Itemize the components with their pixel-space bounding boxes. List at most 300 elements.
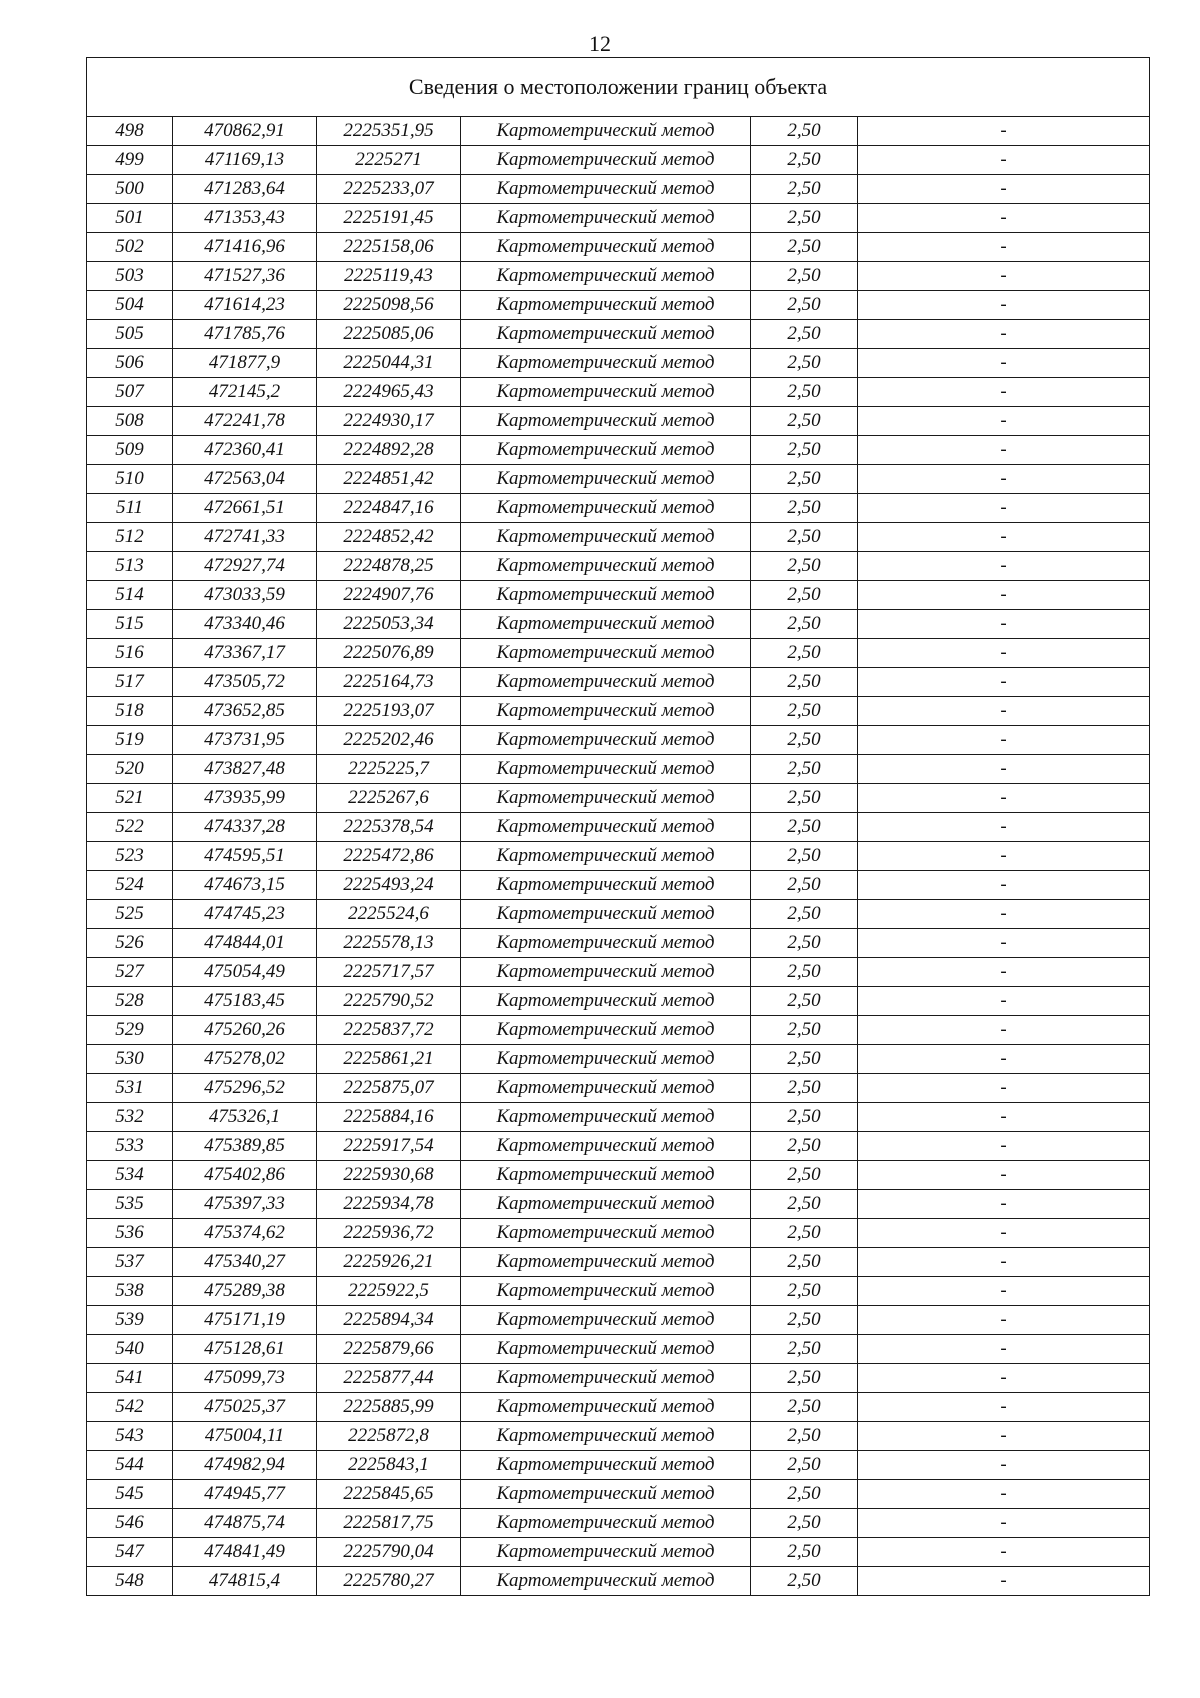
table-row — [87, 900, 1150, 929]
y-coordinate-cell: 2225780,27 — [317, 1567, 461, 1596]
y-coordinate-cell: 2225875,07 — [317, 1074, 461, 1103]
method-cell: Картометрический метод — [461, 813, 751, 842]
description-cell: - — [858, 262, 1150, 291]
description-cell: - — [858, 639, 1150, 668]
y-coordinate-cell: 2225098,56 — [317, 291, 461, 320]
precision-cell: 2,50 — [751, 146, 858, 175]
x-coordinate-cell: 475171,19 — [173, 1306, 317, 1335]
table-row — [87, 581, 1150, 610]
y-coordinate-cell: 2225202,46 — [317, 726, 461, 755]
point-number-cell: 512 — [87, 523, 173, 552]
description-cell: - — [858, 755, 1150, 784]
table-row — [87, 813, 1150, 842]
page-number: 12 — [589, 31, 611, 56]
x-coordinate-cell: 474875,74 — [173, 1509, 317, 1538]
table-row — [87, 1103, 1150, 1132]
point-number-cell: 546 — [87, 1509, 173, 1538]
point-number-cell: 509 — [87, 436, 173, 465]
precision-cell: 2,50 — [751, 1219, 858, 1248]
x-coordinate-cell: 475025,37 — [173, 1393, 317, 1422]
description-cell: - — [858, 1451, 1150, 1480]
precision-cell: 2,50 — [751, 610, 858, 639]
table-title: Сведения о местоположении границ объекта — [87, 58, 1150, 117]
description-cell: - — [858, 1045, 1150, 1074]
table-body — [87, 117, 1150, 1596]
method-cell: Картометрический метод — [461, 1538, 751, 1567]
y-coordinate-cell: 2224851,42 — [317, 465, 461, 494]
point-number-cell: 519 — [87, 726, 173, 755]
point-number-cell: 537 — [87, 1248, 173, 1277]
description-cell: - — [858, 668, 1150, 697]
table-row — [87, 784, 1150, 813]
method-cell: Картометрический метод — [461, 1074, 751, 1103]
table-row — [87, 1190, 1150, 1219]
x-coordinate-cell: 472927,74 — [173, 552, 317, 581]
table-row — [87, 407, 1150, 436]
description-cell: - — [858, 1509, 1150, 1538]
y-coordinate-cell: 2225717,57 — [317, 958, 461, 987]
table-row — [87, 1567, 1150, 1596]
y-coordinate-cell: 2225790,04 — [317, 1538, 461, 1567]
table-row — [87, 1248, 1150, 1277]
point-number-cell: 523 — [87, 842, 173, 871]
point-number-cell: 514 — [87, 581, 173, 610]
precision-cell: 2,50 — [751, 929, 858, 958]
point-number-cell: 538 — [87, 1277, 173, 1306]
description-cell: - — [858, 494, 1150, 523]
point-number-cell: 507 — [87, 378, 173, 407]
description-cell: - — [858, 726, 1150, 755]
x-coordinate-cell: 471527,36 — [173, 262, 317, 291]
description-cell: - — [858, 552, 1150, 581]
x-coordinate-cell: 475128,61 — [173, 1335, 317, 1364]
point-number-cell: 542 — [87, 1393, 173, 1422]
table-row — [87, 929, 1150, 958]
method-cell: Картометрический метод — [461, 1103, 751, 1132]
precision-cell: 2,50 — [751, 320, 858, 349]
point-number-cell: 498 — [87, 117, 173, 146]
description-cell: - — [858, 407, 1150, 436]
point-number-cell: 540 — [87, 1335, 173, 1364]
y-coordinate-cell: 2225845,65 — [317, 1480, 461, 1509]
description-cell: - — [858, 1074, 1150, 1103]
method-cell: Картометрический метод — [461, 1219, 751, 1248]
method-cell: Картометрический метод — [461, 871, 751, 900]
table-row — [87, 233, 1150, 262]
method-cell: Картометрический метод — [461, 407, 751, 436]
point-number-cell: 504 — [87, 291, 173, 320]
x-coordinate-cell: 475389,85 — [173, 1132, 317, 1161]
point-number-cell: 536 — [87, 1219, 173, 1248]
description-cell: - — [858, 146, 1150, 175]
x-coordinate-cell: 474945,77 — [173, 1480, 317, 1509]
point-number-cell: 544 — [87, 1451, 173, 1480]
precision-cell: 2,50 — [751, 1016, 858, 1045]
x-coordinate-cell: 472241,78 — [173, 407, 317, 436]
description-cell: - — [858, 378, 1150, 407]
table-row — [87, 726, 1150, 755]
y-coordinate-cell: 2225877,44 — [317, 1364, 461, 1393]
method-cell: Картометрический метод — [461, 262, 751, 291]
table-row — [87, 349, 1150, 378]
y-coordinate-cell: 2224965,43 — [317, 378, 461, 407]
y-coordinate-cell: 2225158,06 — [317, 233, 461, 262]
description-cell: - — [858, 291, 1150, 320]
precision-cell: 2,50 — [751, 465, 858, 494]
x-coordinate-cell: 471785,76 — [173, 320, 317, 349]
point-number-cell: 511 — [87, 494, 173, 523]
precision-cell: 2,50 — [751, 175, 858, 204]
x-coordinate-cell: 473340,46 — [173, 610, 317, 639]
x-coordinate-cell: 472661,51 — [173, 494, 317, 523]
table-row — [87, 1045, 1150, 1074]
table-row — [87, 378, 1150, 407]
x-coordinate-cell: 474815,4 — [173, 1567, 317, 1596]
x-coordinate-cell: 470862,91 — [173, 117, 317, 146]
y-coordinate-cell: 2225524,6 — [317, 900, 461, 929]
table-row — [87, 291, 1150, 320]
point-number-cell: 503 — [87, 262, 173, 291]
point-number-cell: 548 — [87, 1567, 173, 1596]
table-row — [87, 1277, 1150, 1306]
method-cell: Картометрический метод — [461, 1190, 751, 1219]
precision-cell: 2,50 — [751, 233, 858, 262]
point-number-cell: 526 — [87, 929, 173, 958]
precision-cell: 2,50 — [751, 407, 858, 436]
precision-cell: 2,50 — [751, 1567, 858, 1596]
table-row — [87, 1538, 1150, 1567]
x-coordinate-cell: 471353,43 — [173, 204, 317, 233]
method-cell: Картометрический метод — [461, 1567, 751, 1596]
table-row — [87, 1219, 1150, 1248]
precision-cell: 2,50 — [751, 639, 858, 668]
table-row — [87, 639, 1150, 668]
x-coordinate-cell: 475374,62 — [173, 1219, 317, 1248]
point-number-cell: 520 — [87, 755, 173, 784]
point-number-cell: 531 — [87, 1074, 173, 1103]
description-cell: - — [858, 581, 1150, 610]
precision-cell: 2,50 — [751, 987, 858, 1016]
y-coordinate-cell: 2224852,42 — [317, 523, 461, 552]
table-row — [87, 1306, 1150, 1335]
x-coordinate-cell: 474841,49 — [173, 1538, 317, 1567]
method-cell: Картометрический метод — [461, 1016, 751, 1045]
point-number-cell: 499 — [87, 146, 173, 175]
point-number-cell: 545 — [87, 1480, 173, 1509]
precision-cell: 2,50 — [751, 349, 858, 378]
method-cell: Картометрический метод — [461, 349, 751, 378]
description-cell: - — [858, 1538, 1150, 1567]
x-coordinate-cell: 474745,23 — [173, 900, 317, 929]
x-coordinate-cell: 475260,26 — [173, 1016, 317, 1045]
y-coordinate-cell: 2225843,1 — [317, 1451, 461, 1480]
method-cell: Картометрический метод — [461, 842, 751, 871]
method-cell: Картометрический метод — [461, 668, 751, 697]
method-cell: Картометрический метод — [461, 523, 751, 552]
x-coordinate-cell: 473033,59 — [173, 581, 317, 610]
y-coordinate-cell: 2225271 — [317, 146, 461, 175]
method-cell: Картометрический метод — [461, 117, 751, 146]
precision-cell: 2,50 — [751, 436, 858, 465]
y-coordinate-cell: 2224892,28 — [317, 436, 461, 465]
precision-cell: 2,50 — [751, 813, 858, 842]
x-coordinate-cell: 472563,04 — [173, 465, 317, 494]
method-cell: Картометрический метод — [461, 552, 751, 581]
point-number-cell: 502 — [87, 233, 173, 262]
precision-cell: 2,50 — [751, 958, 858, 987]
table-row — [87, 958, 1150, 987]
point-number-cell: 524 — [87, 871, 173, 900]
x-coordinate-cell: 473935,99 — [173, 784, 317, 813]
table-row — [87, 1161, 1150, 1190]
description-cell: - — [858, 1103, 1150, 1132]
x-coordinate-cell: 474337,28 — [173, 813, 317, 842]
x-coordinate-cell: 471416,96 — [173, 233, 317, 262]
table-row — [87, 436, 1150, 465]
method-cell: Картометрический метод — [461, 1132, 751, 1161]
y-coordinate-cell: 2224878,25 — [317, 552, 461, 581]
y-coordinate-cell: 2225934,78 — [317, 1190, 461, 1219]
description-cell: - — [858, 204, 1150, 233]
x-coordinate-cell: 473827,48 — [173, 755, 317, 784]
x-coordinate-cell: 471877,9 — [173, 349, 317, 378]
point-number-cell: 508 — [87, 407, 173, 436]
precision-cell: 2,50 — [751, 1306, 858, 1335]
y-coordinate-cell: 2225164,73 — [317, 668, 461, 697]
x-coordinate-cell: 473505,72 — [173, 668, 317, 697]
description-cell: - — [858, 1306, 1150, 1335]
x-coordinate-cell: 474673,15 — [173, 871, 317, 900]
y-coordinate-cell: 2224930,17 — [317, 407, 461, 436]
method-cell: Картометрический метод — [461, 987, 751, 1016]
precision-cell: 2,50 — [751, 1190, 858, 1219]
boundary-coordinates-table — [86, 57, 1150, 1596]
table-row — [87, 668, 1150, 697]
description-cell: - — [858, 523, 1150, 552]
method-cell: Картометрический метод — [461, 1451, 751, 1480]
y-coordinate-cell: 2225861,21 — [317, 1045, 461, 1074]
method-cell: Картометрический метод — [461, 378, 751, 407]
table-row — [87, 842, 1150, 871]
method-cell: Картометрический метод — [461, 1161, 751, 1190]
precision-cell: 2,50 — [751, 1074, 858, 1103]
description-cell: - — [858, 1248, 1150, 1277]
description-cell: - — [858, 1277, 1150, 1306]
x-coordinate-cell: 474982,94 — [173, 1451, 317, 1480]
precision-cell: 2,50 — [751, 900, 858, 929]
y-coordinate-cell: 2225493,24 — [317, 871, 461, 900]
point-number-cell: 541 — [87, 1364, 173, 1393]
x-coordinate-cell: 471614,23 — [173, 291, 317, 320]
table-row — [87, 1074, 1150, 1103]
description-cell: - — [858, 320, 1150, 349]
method-cell: Картометрический метод — [461, 784, 751, 813]
precision-cell: 2,50 — [751, 1393, 858, 1422]
point-number-cell: 535 — [87, 1190, 173, 1219]
method-cell: Картометрический метод — [461, 900, 751, 929]
x-coordinate-cell: 472145,2 — [173, 378, 317, 407]
precision-cell: 2,50 — [751, 581, 858, 610]
table-row — [87, 871, 1150, 900]
x-coordinate-cell: 475278,02 — [173, 1045, 317, 1074]
table-row — [87, 320, 1150, 349]
y-coordinate-cell: 2225085,06 — [317, 320, 461, 349]
description-cell: - — [858, 842, 1150, 871]
point-number-cell: 517 — [87, 668, 173, 697]
description-cell: - — [858, 929, 1150, 958]
y-coordinate-cell: 2225872,8 — [317, 1422, 461, 1451]
point-number-cell: 518 — [87, 697, 173, 726]
description-cell: - — [858, 958, 1150, 987]
y-coordinate-cell: 2225053,34 — [317, 610, 461, 639]
table-row — [87, 552, 1150, 581]
y-coordinate-cell: 2225917,54 — [317, 1132, 461, 1161]
precision-cell: 2,50 — [751, 784, 858, 813]
y-coordinate-cell: 2225191,45 — [317, 204, 461, 233]
description-cell: - — [858, 784, 1150, 813]
description-cell: - — [858, 1219, 1150, 1248]
precision-cell: 2,50 — [751, 842, 858, 871]
y-coordinate-cell: 2225926,21 — [317, 1248, 461, 1277]
point-number-cell: 527 — [87, 958, 173, 987]
y-coordinate-cell: 2225472,86 — [317, 842, 461, 871]
method-cell: Картометрический метод — [461, 1509, 751, 1538]
x-coordinate-cell: 475289,38 — [173, 1277, 317, 1306]
table-row — [87, 1480, 1150, 1509]
x-coordinate-cell: 473731,95 — [173, 726, 317, 755]
y-coordinate-cell: 2225267,6 — [317, 784, 461, 813]
description-cell: - — [858, 871, 1150, 900]
precision-cell: 2,50 — [751, 1538, 858, 1567]
method-cell: Картометрический метод — [461, 929, 751, 958]
x-coordinate-cell: 475340,27 — [173, 1248, 317, 1277]
y-coordinate-cell: 2225894,34 — [317, 1306, 461, 1335]
method-cell: Картометрический метод — [461, 639, 751, 668]
y-coordinate-cell: 2225076,89 — [317, 639, 461, 668]
x-coordinate-cell: 475004,11 — [173, 1422, 317, 1451]
y-coordinate-cell: 2225378,54 — [317, 813, 461, 842]
precision-cell: 2,50 — [751, 117, 858, 146]
point-number-cell: 506 — [87, 349, 173, 378]
description-cell: - — [858, 1016, 1150, 1045]
y-coordinate-cell: 2225351,95 — [317, 117, 461, 146]
y-coordinate-cell: 2225225,7 — [317, 755, 461, 784]
precision-cell: 2,50 — [751, 668, 858, 697]
table-row — [87, 1422, 1150, 1451]
precision-cell: 2,50 — [751, 1161, 858, 1190]
point-number-cell: 532 — [87, 1103, 173, 1132]
x-coordinate-cell: 475054,49 — [173, 958, 317, 987]
precision-cell: 2,50 — [751, 552, 858, 581]
description-cell: - — [858, 117, 1150, 146]
description-cell: - — [858, 697, 1150, 726]
table-title-row — [87, 58, 1150, 117]
precision-cell: 2,50 — [751, 1422, 858, 1451]
description-cell: - — [858, 987, 1150, 1016]
method-cell: Картометрический метод — [461, 581, 751, 610]
point-number-cell: 522 — [87, 813, 173, 842]
precision-cell: 2,50 — [751, 1509, 858, 1538]
point-number-cell: 521 — [87, 784, 173, 813]
precision-cell: 2,50 — [751, 523, 858, 552]
point-number-cell: 513 — [87, 552, 173, 581]
table-row — [87, 1016, 1150, 1045]
precision-cell: 2,50 — [751, 1277, 858, 1306]
table-row — [87, 465, 1150, 494]
description-cell: - — [858, 1480, 1150, 1509]
y-coordinate-cell: 2225884,16 — [317, 1103, 461, 1132]
point-number-cell: 510 — [87, 465, 173, 494]
precision-cell: 2,50 — [751, 871, 858, 900]
description-cell: - — [858, 610, 1150, 639]
x-coordinate-cell: 471283,64 — [173, 175, 317, 204]
table-row — [87, 146, 1150, 175]
method-cell: Картометрический метод — [461, 1335, 751, 1364]
x-coordinate-cell: 475296,52 — [173, 1074, 317, 1103]
y-coordinate-cell: 2225790,52 — [317, 987, 461, 1016]
description-cell: - — [858, 1190, 1150, 1219]
y-coordinate-cell: 2225578,13 — [317, 929, 461, 958]
method-cell: Картометрический метод — [461, 1393, 751, 1422]
table-row — [87, 1451, 1150, 1480]
point-number-cell: 543 — [87, 1422, 173, 1451]
x-coordinate-cell: 473652,85 — [173, 697, 317, 726]
method-cell: Картометрический метод — [461, 436, 751, 465]
precision-cell: 2,50 — [751, 697, 858, 726]
precision-cell: 2,50 — [751, 1103, 858, 1132]
method-cell: Картометрический метод — [461, 1480, 751, 1509]
precision-cell: 2,50 — [751, 262, 858, 291]
precision-cell: 2,50 — [751, 726, 858, 755]
precision-cell: 2,50 — [751, 1248, 858, 1277]
description-cell: - — [858, 436, 1150, 465]
method-cell: Картометрический метод — [461, 1045, 751, 1074]
precision-cell: 2,50 — [751, 291, 858, 320]
description-cell: - — [858, 1567, 1150, 1596]
y-coordinate-cell: 2224847,16 — [317, 494, 461, 523]
y-coordinate-cell: 2225879,66 — [317, 1335, 461, 1364]
point-number-cell: 525 — [87, 900, 173, 929]
table-row — [87, 1132, 1150, 1161]
table-row — [87, 755, 1150, 784]
table-row — [87, 494, 1150, 523]
description-cell: - — [858, 813, 1150, 842]
y-coordinate-cell: 2225837,72 — [317, 1016, 461, 1045]
method-cell: Картометрический метод — [461, 175, 751, 204]
description-cell: - — [858, 175, 1150, 204]
precision-cell: 2,50 — [751, 378, 858, 407]
x-coordinate-cell: 475402,86 — [173, 1161, 317, 1190]
precision-cell: 2,50 — [751, 1335, 858, 1364]
point-number-cell: 534 — [87, 1161, 173, 1190]
y-coordinate-cell: 2225233,07 — [317, 175, 461, 204]
table-row — [87, 987, 1150, 1016]
method-cell: Картометрический метод — [461, 465, 751, 494]
table-row — [87, 610, 1150, 639]
point-number-cell: 530 — [87, 1045, 173, 1074]
y-coordinate-cell: 2225193,07 — [317, 697, 461, 726]
precision-cell: 2,50 — [751, 1480, 858, 1509]
x-coordinate-cell: 473367,17 — [173, 639, 317, 668]
method-cell: Картометрический метод — [461, 958, 751, 987]
precision-cell: 2,50 — [751, 1132, 858, 1161]
y-coordinate-cell: 2225119,43 — [317, 262, 461, 291]
precision-cell: 2,50 — [751, 1364, 858, 1393]
method-cell: Картометрический метод — [461, 1422, 751, 1451]
method-cell: Картометрический метод — [461, 204, 751, 233]
point-number-cell: 516 — [87, 639, 173, 668]
table-row — [87, 1335, 1150, 1364]
